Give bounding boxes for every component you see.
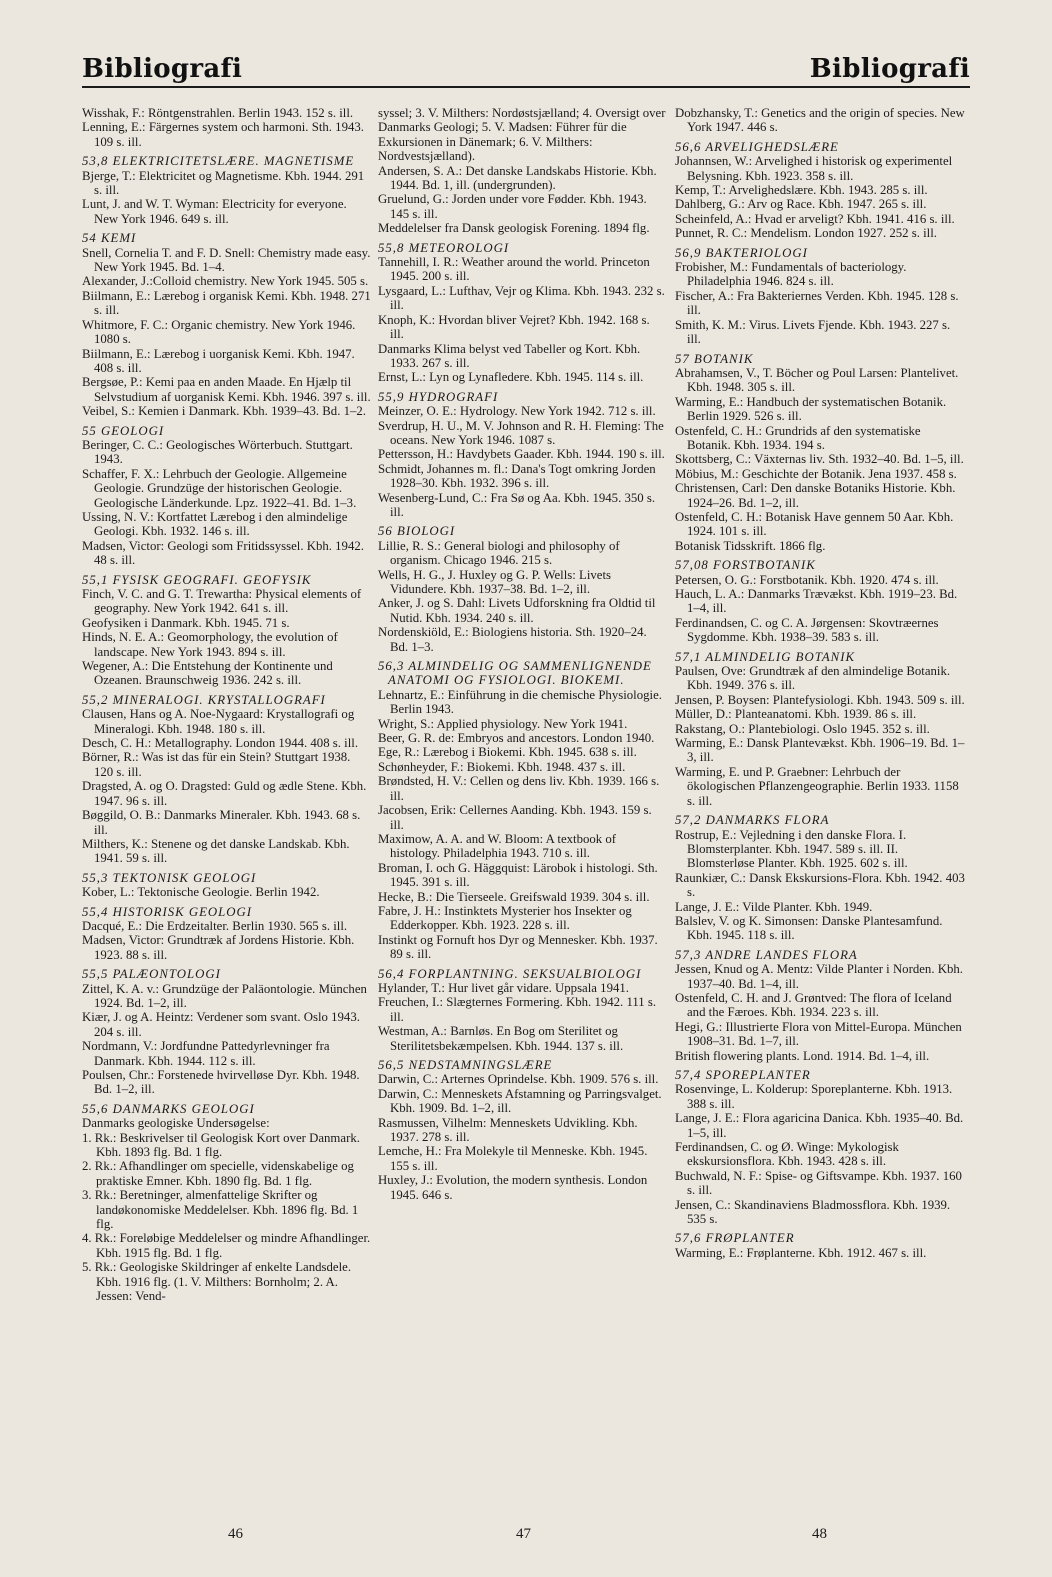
bibliography-entry: Andersen, S. A.: Det danske Landskabs Historie. Kbh. 1944. Bd. 1, ill. (undergrunden). (378, 163, 657, 193)
bibliography-entry: Ernst, L.: Lyn og Lynafledere. Kbh. 1945. 114 s. ill. (378, 370, 644, 385)
bibliography-entry: Bjerge, T.: Elektricitet og Magnetisme. Kbh. 1944. 291 s. ill. (82, 168, 365, 198)
bibliography-entry: Bergsøe, P.: Kemi paa en anden Maade. En Hjælp til Selvstudium af uorganisk Kemi. Kbh. 1946. 397 s. ill. (82, 375, 371, 404)
bibliography-entry: Warming, E.: Frøplanterne. Kbh. 1912. 467 s. ill. (675, 1245, 927, 1260)
bibliography-entry: Biilmann, E.: Lærebog i organisk Kemi. Kbh. 1948. 271 s. ill. (82, 288, 371, 318)
bibliography-entry: Ferdinandsen, C. og C. A. Jørgensen: Skovtræernes Sygdomme. Kbh. 1938–39. 583 s. ill. (675, 615, 939, 645)
section-heading: 56 BIOLOGI (378, 524, 456, 539)
bibliography-entry: Dragsted, A. og O. Dragsted: Guld og ædle Stene. Kbh. 1947. 96 s. ill. (82, 779, 367, 808)
section-heading: 55,3 TEKTONISK GEOLOGI (82, 870, 257, 885)
section-heading: 57,2 DANMARKS FLORA (675, 813, 830, 828)
header-title-left: Bibliografi (82, 54, 243, 84)
page-number-right: 48 (812, 1526, 827, 1542)
bibliography-entry: Balslev, V. og K. Simonsen: Danske Plantesamfund. Kbh. 1945. 118 s. ill. (675, 913, 943, 943)
section-heading: 54 KEMI (82, 231, 137, 246)
bibliography-entry: Nordenskiöld, E.: Biologiens historia. Sth. 1920–24. Bd. 1–3. (378, 625, 647, 654)
bibliography-entry: Fabre, J. H.: Instinktets Mysterier hos Insekter og Edderkopper. Kbh. 1923. 228 s. ill. (378, 903, 632, 933)
bibliography-entry: Möbius, M.: Geschichte der Botanik. Jena 1937. 458 s. (675, 466, 957, 481)
bibliography-entry: Frobisher, M.: Fundamentals of bacteriology. Philadelphia 1946. 824 s. ill. (675, 260, 907, 289)
bibliography-entry: Poulsen, Chr.: Forstenede hvirvelløse Dyr. Kbh. 1948. Bd. 1–2, ill. (82, 1068, 360, 1097)
bibliography-entry: Biilmann, E.: Lærebog i uorganisk Kemi. Kbh. 1947. 408 s. ill. (82, 346, 355, 375)
bibliography-entry: Buchwald, N. F.: Spise- og Giftsvampe. Kbh. 1937. 160 s. ill. (675, 1168, 962, 1198)
section-heading: 56,4 FORPLANTNING. SEKSUALBIOLOGI (378, 966, 642, 981)
section-heading: 55 GEOLOGI (82, 423, 165, 438)
bibliography-entry: Warming, E. und P. Graebner: Lehrbuch der ökologischen Pflanzengeographie. Berlin 1933. 1158 s. ill. (675, 764, 959, 808)
bibliography-entry: Pettersson, H.: Havdybets Gaader. Kbh. 1944. 190 s. ill. (378, 447, 665, 462)
bibliography-entry: Johannsen, W.: Arvelighed i historisk og experimentel Belysning. Kbh. 1923. 358 s. ill. (675, 154, 953, 183)
bibliography-entry: Huxley, J.: Evolution, the modern synthesis. London 1945. 646 s. (378, 1173, 648, 1202)
bibliography-entry: Darwin, C.: Menneskets Afstamning og Parringsvalget. Kbh. 1909. Bd. 1–2, ill. (378, 1086, 662, 1116)
bibliography-entry: Hegi, G.: Illustrierte Flora von Mittel-Europa. München 1908–31. Bd. 1–7, ill. (675, 1019, 962, 1049)
section-heading: 56,5 NEDSTAMNINGSLÆRE (378, 1058, 553, 1072)
column-right (675, 106, 965, 1501)
column-middle (378, 106, 666, 1501)
bibliography-entry: Danmarks geologiske Undersøgelse: (82, 1116, 270, 1131)
bibliography-entry: Wesenberg-Lund, C.: Fra Sø og Aa. Kbh. 1945. 350 s. ill. (378, 490, 656, 519)
bibliography-entry: Jacobsen, Erik: Cellernes Aanding. Kbh. 1943. 159 s. ill. (378, 803, 652, 832)
bibliography-entry: Müller, D.: Planteanatomi. Kbh. 1939. 86 s. ill. (675, 707, 917, 722)
bibliography-entry: Rakstang, O.: Plantebiologi. Oslo 1945. 352 s. ill. (675, 721, 930, 736)
page-header (82, 50, 970, 88)
bibliography-entry: Darwin, C.: Arternes Oprindelse. Kbh. 1909. 576 s. ill. (378, 1072, 659, 1087)
bibliography-entry: Ostenfeld, C. H.: Grundrids af den systematiske Botanik. Kbh. 1934. 194 s. (675, 423, 921, 452)
section-heading: 55,1 FYSISK GEOGRAFI. GEOFYSIK (82, 572, 312, 587)
bibliography-entry: Abrahamsen, V., T. Böcher og Poul Larsen: Plantelivet. Kbh. 1948. 305 s. ill. (675, 365, 959, 395)
bibliography-entry: Schmidt, Johannes m. fl.: Dana's Togt omkring Jorden 1928–30. Kbh. 1932. 396 s. ill. (378, 461, 656, 491)
bibliography-entry: Lillie, R. S.: General biologi and philosophy of organism. Chicago 1946. 215 s. (378, 538, 620, 568)
bibliography-entry: Schønheyder, F.: Biokemi. Kbh. 1948. 437 s. ill. (378, 759, 626, 774)
section-heading: 56,9 BAKTERIOLOGI (675, 245, 808, 260)
bibliography-entry: Instinkt og Fornuft hos Dyr og Mennesker. Kbh. 1937. 89 s. ill. (378, 932, 658, 962)
bibliography-entry: Whitmore, F. C.: Organic chemistry. New York 1946. 1080 s. (82, 317, 356, 347)
bibliography-entry: Milthers, K.: Stenene og det danske Landskab. Kbh. 1941. 59 s. ill. (82, 836, 350, 866)
bibliography-entry: Veibel, S.: Kemien i Danmark. Kbh. 1939–43. Bd. 1–2. (82, 404, 366, 419)
bibliography-entry: Kemp, T.: Arvelighedslære. Kbh. 1943. 285 s. ill. (675, 183, 928, 198)
bibliography-entry: Alexander, J.:Colloid chemistry. New York 1945. 505 s. (82, 274, 369, 289)
section-heading: 57,4 SPOREPLANTER (675, 1068, 811, 1082)
section-heading: 57,1 ALMINDELIG BOTANIK (675, 649, 856, 664)
bibliography-entry: Wegener, A.: Die Entstehung der Kontinente und Ozeanen. Braunschweig 1936. 242 s. ill. (82, 659, 333, 688)
header-title-right: Bibliografi (809, 54, 970, 84)
bibliography-entry: Lysgaard, L.: Lufthav, Vejr og Klima. Kbh. 1943. 232 s. ill. (378, 283, 665, 313)
bibliography-entry: Rosenvinge, L. Kolderup: Sporeplanterne. Kbh. 1913. 388 s. ill. (675, 1082, 953, 1111)
bibliography-entry: Dobzhansky, T.: Genetics and the origin of species. New York 1947. 446 s. (675, 106, 965, 135)
bibliography-entry: Jensen, C.: Skandinaviens Bladmossflora. Kbh. 1939. 535 s. (675, 1197, 951, 1227)
bibliography-entry: Rasmussen, Vilhelm: Menneskets Udvikling. Kbh. 1937. 278 s. ill. (378, 1115, 638, 1145)
bibliography-entry: Warming, E.: Dansk Plantevækst. Kbh. 1906–19. Bd. 1–3, ill. (675, 736, 965, 765)
bibliography-entry: Christensen, Carl: Den danske Botaniks Historie. Kbh. 1924–26. Bd. 1–2, ill. (675, 481, 956, 510)
section-heading: 55,4 HISTORISK GEOLOGI (82, 904, 252, 919)
bibliography-entry: Hylander, T.: Hur livet går vidare. Uppsala 1941. (378, 980, 629, 995)
bibliography-entry: Hinds, N. E. A.: Geomorphology, the evolution of landscape. New York 1943. 894 s. ill. (82, 630, 338, 659)
bibliography-entry: Ostenfeld, C. H. and J. Grøntved: The flora of Iceland and the Færoes. Kbh. 1934. 223 s. ill. (675, 990, 952, 1020)
bibliography-entry: British flowering plants. Lond. 1914. Bd. 1–4, ill. (675, 1048, 930, 1063)
bibliography-entry: Botanisk Tidsskrift. 1866 flg. (675, 538, 826, 553)
bibliography-entry: Raunkiær, C.: Dansk Ekskursions-Flora. Kbh. 1942. 403 s. (675, 870, 965, 900)
bibliography-entry: Westman, A.: Barnløs. En Bog om Sterilitet og Sterilitetsbekæmpelsen. Kbh. 1944. 137 s. ill. (378, 1024, 624, 1053)
bibliography-entry: Meinzer, O. E.: Hydrology. New York 1942. 712 s. ill. (378, 404, 656, 419)
bibliography-entry: Wisshak, F.: Röntgenstrahlen. Berlin 1943. 152 s. ill. (82, 106, 354, 120)
bibliography-entry: Anker, J. og S. Dahl: Livets Udforskning fra Oldtid til Nutid. Kbh. 1934. 240 s. ill. (378, 596, 656, 625)
bibliography-entry: Lunt, J. and W. T. Wyman: Electricity for everyone. New York 1946. 649 s. ill. (82, 197, 347, 226)
series-item: 2. Rk.: Afhandlinger om specielle, videnskabelige og praktiske Emner. Kbh. 1890 flg. Bd. 1 flg. (82, 1159, 354, 1188)
column-left (82, 106, 372, 1501)
bibliography-entry: Scheinfeld, A.: Hvad er arveligt? Kbh. 1941. 416 s. ill. (675, 211, 955, 226)
bibliography-entry: Beer, G. R. de: Embryos and ancestors. London 1940. (378, 731, 655, 746)
section-heading: 57,3 ANDRE LANDES FLORA (675, 947, 858, 962)
bibliography-entry: Wright, S.: Applied physiology. New York 1941. (378, 716, 628, 731)
section-heading: 56,6 ARVELIGHEDSLÆRE (675, 139, 839, 154)
bibliography-entry: Nordmann, V.: Jordfundne Pattedyrlevninger fra Danmark. Kbh. 1944. 112 s. ill. (82, 1039, 330, 1068)
bibliography-entry: Zittel, K. A. v.: Grundzüge der Paläontologie. München 1924. Bd. 1–2, ill. (82, 981, 367, 1010)
series-item: 5. Rk.: Geologiske Skildringer af enkelte Landsdele. Kbh. 1916 flg. (1. V. Milthers: Bornholm; 2. A. Jessen: Vend- (82, 1260, 352, 1304)
entry-continuation: syssel; 3. V. Milthers: Nordøstsjælland; 4. Oversigt over Danmarks Geologi; 5. V. Madsen: Führer für die Exkursionen in Dänemark; 6. V. Milthers: Nordvestsjælland). (378, 106, 666, 164)
bibliography-entry: Ferdinandsen, C. og Ø. Winge: Mykologisk ekskursionsflora. Kbh. 1943. 428 s. ill. (675, 1140, 899, 1169)
bibliography-entry: Wells, H. G., J. Huxley og G. P. Wells: Livets Vidundere. Kbh. 1937–38. Bd. 1–2, ill. (378, 567, 612, 596)
bibliography-entry: Punnet, R. C.: Mendelism. London 1927. 252 s. ill. (675, 226, 937, 241)
bibliography-entry: Meddelelser fra Dansk geologisk Forening. 1894 flg. (378, 221, 650, 236)
bibliography-entry: Desch, C. H.: Metallography. London 1944. 408 s. ill. (82, 736, 359, 751)
section-heading: 53,8 ELEKTRICITETSLÆRE. MAGNETISME (82, 154, 355, 169)
series-item: 4. Rk.: Foreløbige Meddelelser og mindre Afhandlinger. Kbh. 1915 flg. Bd. 1 flg. (82, 1231, 371, 1260)
bibliography-entry: Knoph, K.: Hvordan bliver Vejret? Kbh. 1942. 168 s. ill. (378, 312, 650, 342)
bibliography-entry: Lange, J. E.: Flora agaricina Danica. Kbh. 1935–40. Bd. 1–5, ill. (675, 1111, 964, 1140)
page-number-middle: 47 (516, 1526, 531, 1542)
bibliography-entry: Broman, I. och G. Häggquist: Lärobok i histologi. Sth. 1945. 391 s. ill. (378, 860, 658, 890)
section-heading: 55,8 METEOROLOGI (378, 240, 510, 255)
bibliography-entry: Warming, E.: Handbuch der systematischen Botanik. Berlin 1929. 526 s. ill. (675, 394, 947, 424)
bibliography-entry: Finch, V. C. and G. T. Trewartha: Physical elements of geography. New York 1942. 641 s. ill. (82, 587, 362, 616)
bibliography-entry: Brøndsted, H. V.: Cellen og dens liv. Kbh. 1939. 166 s. ill. (378, 774, 660, 803)
bibliography-entry: Geofysiken i Danmark. Kbh. 1945. 71 s. (82, 615, 290, 630)
bibliography-entry: Ussing, N. V.: Kortfattet Lærebog i den almindelige Geologi. Kbh. 1932. 146 s. ill. (82, 509, 348, 539)
section-heading: 56,3 ALMINDELIG OG SAMMENLIGNENDE ANATOMI OG FYSIOLOGI. BIOKEMI. (378, 659, 652, 688)
bibliography-entry: Hecke, B.: Die Tierseele. Greifswald 1939. 304 s. ill. (378, 889, 650, 904)
bibliography-entry: Danmarks Klima belyst ved Tabeller og Kort. Kbh. 1933. 267 s. ill. (378, 341, 641, 370)
bibliography-entry: Petersen, O. G.: Forstbotanik. Kbh. 1920. 474 s. ill. (675, 572, 939, 587)
section-heading: 57,08 FORSTBOTANIK (675, 558, 816, 573)
bibliography-entry: Skottsberg, C.: Växternas liv. Sth. 1932–40. Bd. 1–5, ill. (675, 452, 964, 467)
bibliography-entry: Clausen, Hans og A. Noe-Nygaard: Krystallografi og Mineralogi. Kbh. 1948. 180 s. ill. (82, 707, 355, 736)
bibliography-entry: Sverdrup, H. U., M. V. Johnson and R. H. Fleming: The oceans. New York 1946. 1087 s. (378, 418, 664, 447)
bibliography-entry: Jensen, P. Boysen: Plantefysiologi. Kbh. 1943. 509 s. ill. (675, 692, 965, 707)
bibliography-entry: Ostenfeld, C. H.: Botanisk Have gennem 50 Aar. Kbh. 1924. 101 s. ill. (675, 509, 954, 539)
bibliography-entry: Schaffer, F. X.: Lehrbuch der Geologie. Allgemeine Geologie. Grundzüge der historischen Geologie. Geologische Länderkunde. Lpz. 1922–41. Bd. 1–3. (82, 466, 357, 510)
bibliography-entry: Smith, K. M.: Virus. Livets Fjende. Kbh. 1943. 227 s. ill. (675, 317, 951, 347)
bibliography-entry: Kiær, J. og A. Heintz: Verdener som svant. Oslo 1943. 204 s. ill. (82, 1010, 360, 1039)
bibliography-entry: Madsen, Victor: Geologi som Fritidssyssel. Kbh. 1942. 48 s. ill. (82, 538, 364, 568)
bibliography-entry: Maximow, A. A. and W. Bloom: A textbook of histology. Philadelphia 1943. 710 s. ill. (378, 831, 617, 861)
section-heading: 55,5 PALÆONTOLOGI (82, 967, 221, 982)
series-item: 3. Rk.: Beretninger, almenfattelige Skrifter og landøkonomiske Meddelelser. Kbh. 1896 flg. Bd. 1 flg. (82, 1188, 359, 1232)
bibliography-entry: Beringer, C. C.: Geologisches Wörterbuch. Stuttgart. 1943. (82, 437, 353, 467)
bibliography-entry: Lenning, E.: Färgernes system och harmoni. Sth. 1943. 109 s. ill. (82, 120, 364, 149)
section-heading: 57 BOTANIK (675, 351, 754, 366)
section-heading: 55,6 DANMARKS GEOLOGI (82, 1101, 255, 1116)
bibliography-entry: Lehnartz, E.: Einführung in die chemische Physiologie. Berlin 1943. (378, 687, 662, 717)
bibliography-entry: Paulsen, Ove: Grundtræk af den almindelige Botanik. Kbh. 1949. 376 s. ill. (675, 664, 951, 693)
section-heading: 55,2 MINERALOGI. KRYSTALLOGRAFI (82, 692, 326, 707)
series-item: 1. Rk.: Beskrivelser til Geologisk Kort over Danmark. Kbh. 1893 flg. Bd. 1 flg. (82, 1130, 360, 1160)
bibliography-entry: Freuchen, I.: Slægternes Formering. Kbh. 1942. 111 s. ill. (378, 995, 657, 1024)
bibliography-entry: Dahlberg, G.: Arv og Race. Kbh. 1947. 265 s. ill. (675, 197, 927, 212)
bibliography-entry: Dacqué, E.: Die Erdzeitalter. Berlin 1930. 565 s. ill. (82, 918, 348, 933)
bibliography-entry: Hauch, L. A.: Danmarks Trævækst. Kbh. 1919–23. Bd. 1–4, ill. (675, 587, 958, 616)
bibliography-entry: Gruelund, G.: Jorden under vore Fødder. Kbh. 1943. 145 s. ill. (378, 192, 647, 221)
bibliography-entry: Snell, Cornelia T. and F. D. Snell: Chemistry made easy. New York 1945. Bd. 1–4. (82, 245, 371, 275)
bibliography-entry: Börner, R.: Was ist das für ein Stein? Stuttgart 1938. 120 s. ill. (82, 750, 351, 779)
bibliography-entry: Madsen, Victor: Grundtræk af Jordens Historie. Kbh. 1923. 88 s. ill. (82, 933, 355, 962)
section-heading: 57,6 FRØPLANTER (675, 1231, 795, 1246)
page-number-left: 46 (228, 1526, 243, 1542)
bibliography-entry: Tannehill, I. R.: Weather around the world. Princeton 1945. 200 s. ill. (378, 255, 650, 284)
bibliography-entry: Fischer, A.: Fra Bakteriernes Verden. Kbh. 1945. 128 s. ill. (675, 288, 959, 318)
bibliography-entry: Rostrup, E.: Vejledning i den danske Flora. I. Blomsterplanter. Kbh. 1947. 589 s. ill. II. Blomsterløse Planter. Kbh. 1925. 602 s. ill. (675, 827, 908, 871)
bibliography-entry: Lange, J. E.: Vilde Planter. Kbh. 1949. (675, 899, 873, 914)
bibliography-entry: Jessen, Knud og A. Mentz: Vilde Planter i Norden. Kbh. 1937–40. Bd. 1–4, ill. (675, 962, 963, 991)
bibliography-entry: Kober, L.: Tektonische Geologie. Berlin 1942. (82, 885, 320, 900)
bibliography-entry: Ege, R.: Lærebog i Biokemi. Kbh. 1945. 638 s. ill. (378, 745, 637, 760)
bibliography-entry: Bøggild, O. B.: Danmarks Mineraler. Kbh. 1943. 68 s. ill. (82, 808, 361, 837)
section-heading: 55,9 HYDROGRAFI (378, 389, 499, 404)
bibliography-entry: Lemche, H.: Fra Molekyle til Menneske. Kbh. 1945. 155 s. ill. (378, 1144, 648, 1173)
